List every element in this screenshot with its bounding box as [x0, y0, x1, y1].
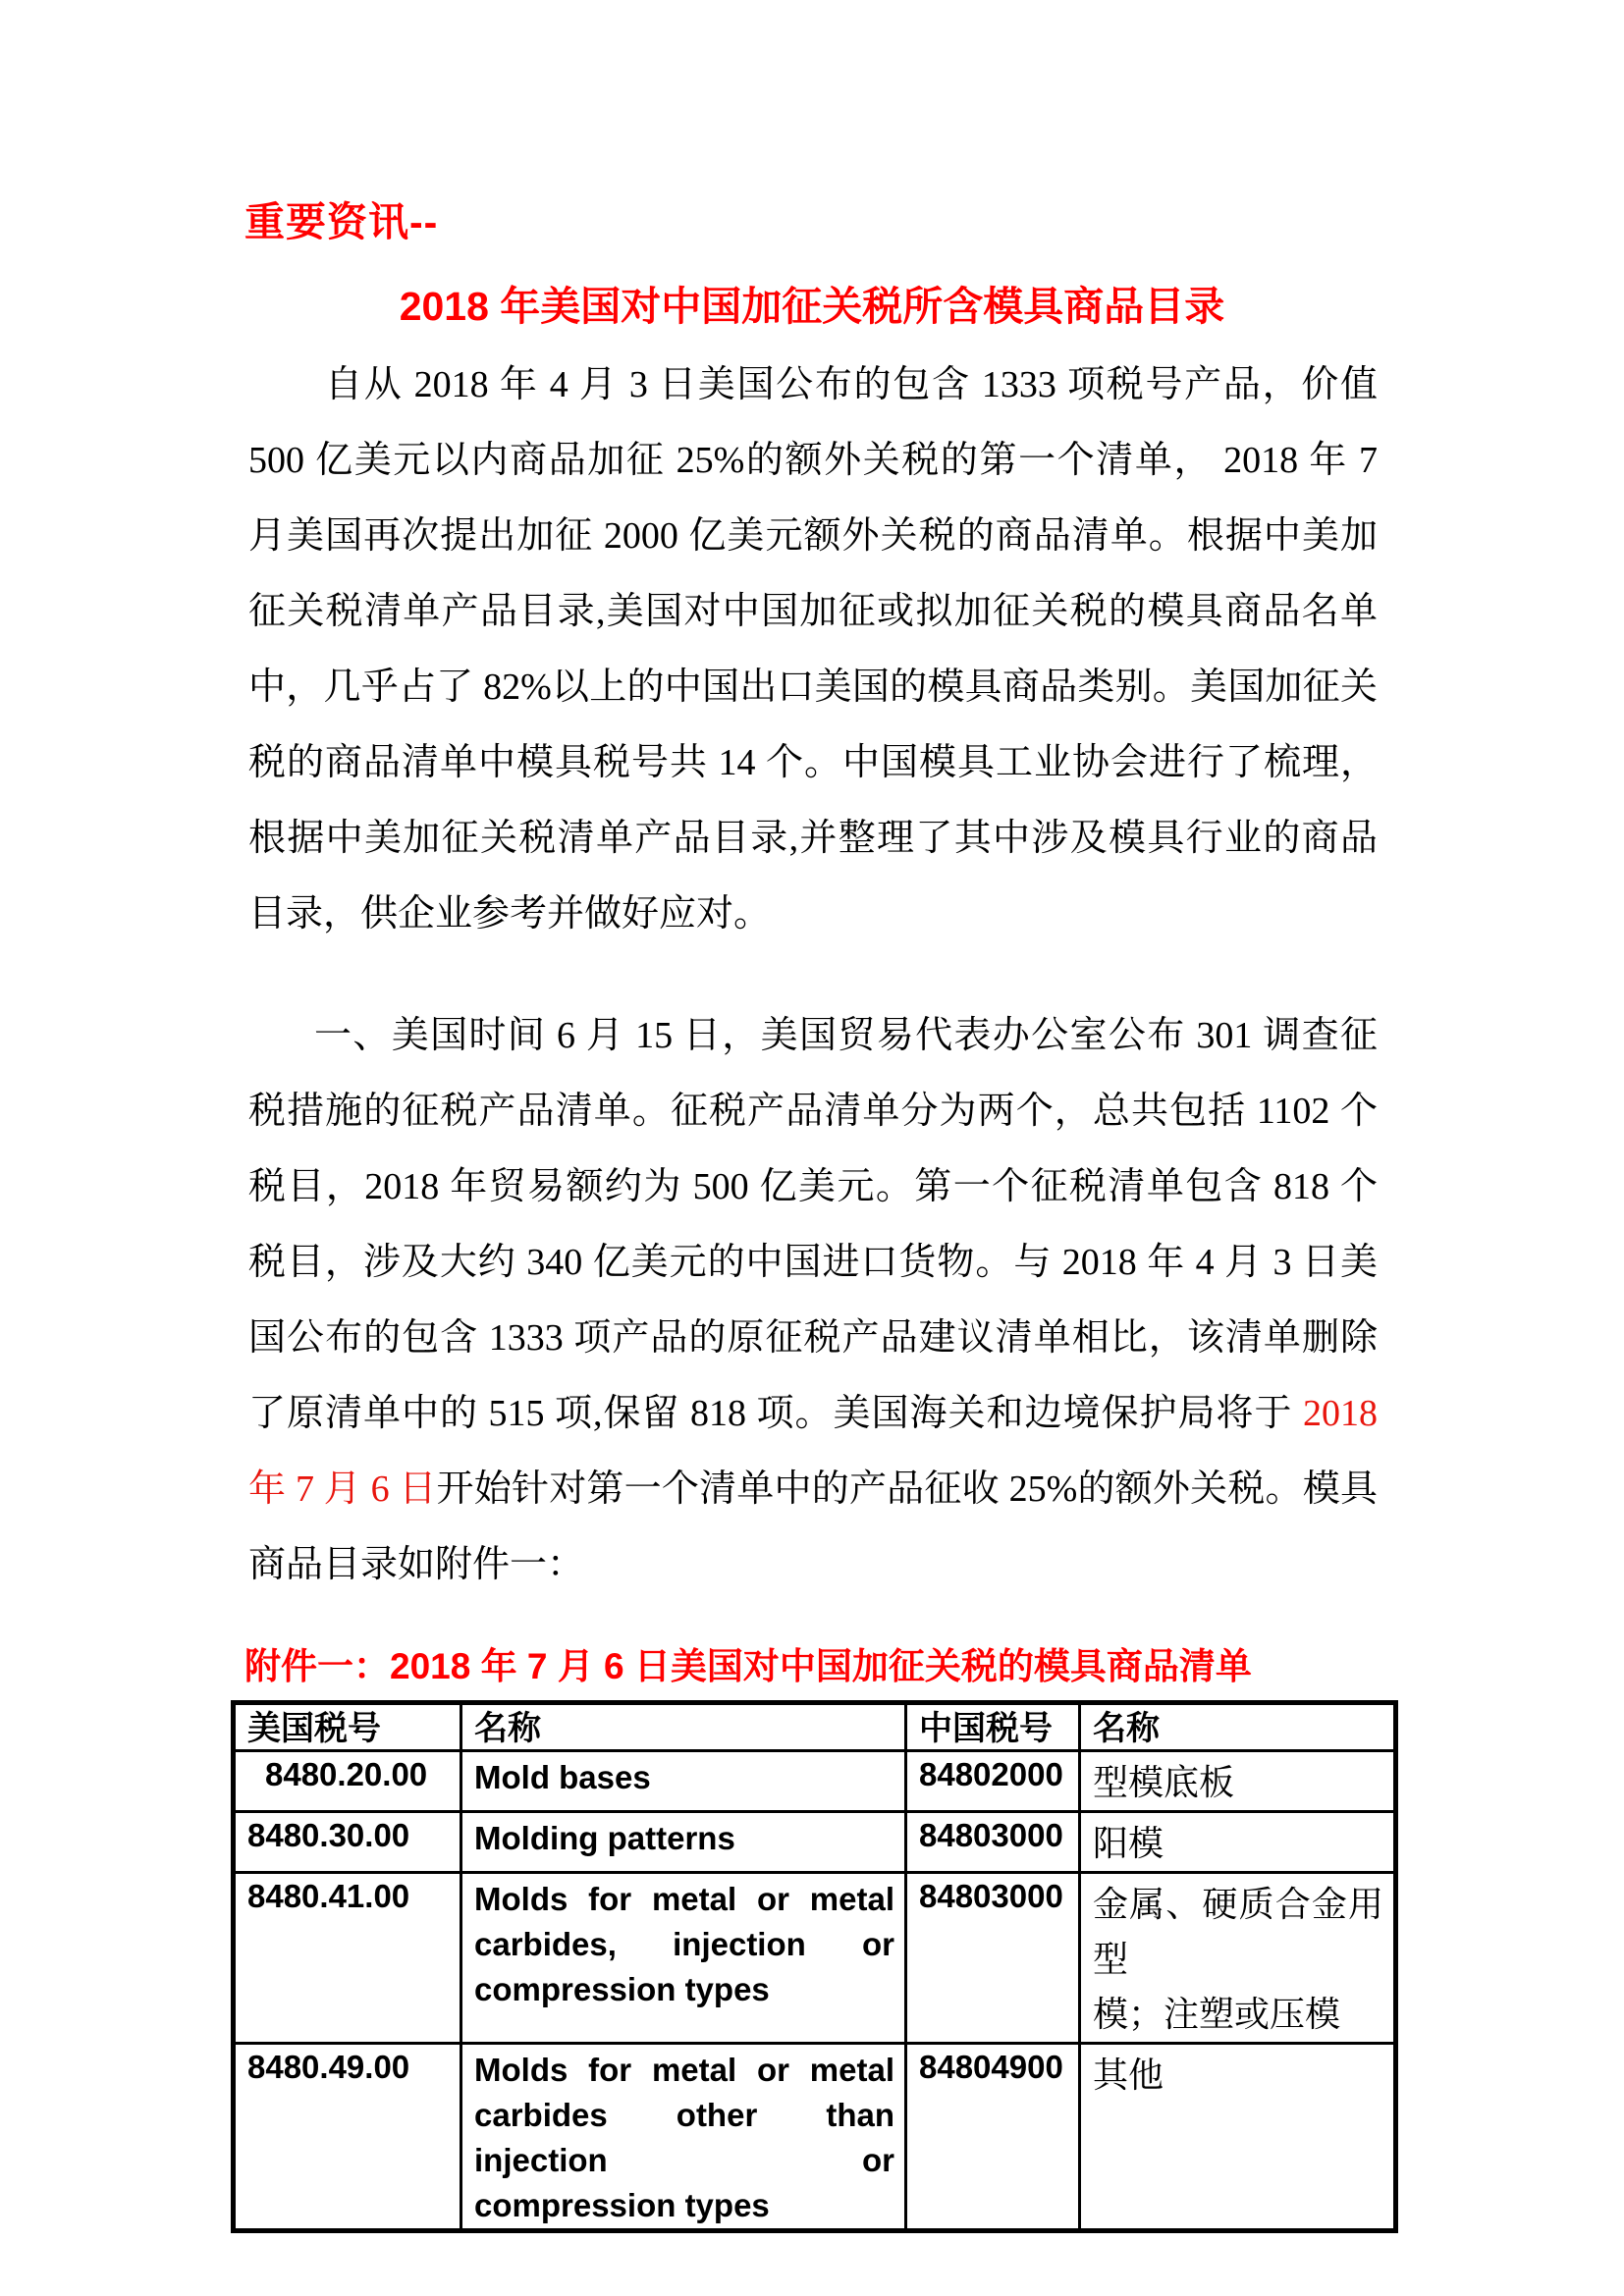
attachment-heading: 附件一：2018 年 7 月 6 日美国对中国加征关税的模具商品清单: [244, 1646, 1252, 1686]
text-segment: 根据中美加征关税清单产品目录,并整理了其中涉及模具行业的商品: [248, 818, 1378, 859]
cell-text-line: Molds for metal or metal: [474, 1881, 894, 1917]
text-segment: 税措施的征税产品清单。征税产品清单分为两个，总共包括 1102 个: [248, 1091, 1378, 1132]
text-segment: 开始针对第一个清单中的产品征收 25%的额外关税。模具: [436, 1468, 1378, 1510]
us-tariff-code-cell: 8480.30.00: [234, 1812, 461, 1873]
text-segment: 月美国再次提出加征 2000 亿美元额外关税的商品清单。根据中美加: [248, 515, 1378, 557]
us-tariff-code-cell: 8480.49.00: [234, 2044, 461, 2231]
column-header: 名称: [461, 1703, 906, 1751]
text-segment: 征关税清单产品目录,美国对中国加征或拟加征关税的模具商品名单: [248, 591, 1378, 632]
chinese-name-cell: [1080, 1873, 1396, 2044]
text-segment: 自从 2018 年 4 月 3 日美国公布的包含 1333 项税号产品，价值: [325, 364, 1378, 405]
column-header: 中国税号: [906, 1703, 1080, 1751]
text-segment: 税目，涉及大约 340 亿美元的中国进口货物。与 2018 年 4 月 3 日美: [248, 1242, 1378, 1283]
tariff-table: [231, 1700, 1398, 2233]
text-line: [248, 801, 1378, 877]
document-title: 2018 年美国对中国加征关税所含模具商品目录: [399, 284, 1225, 329]
text-line: [248, 347, 1378, 423]
cell-text-line: 模；注塑或压模: [1093, 1995, 1341, 2034]
cell-text-line: 阳模: [1093, 1824, 1164, 1863]
text-line: [248, 499, 1378, 574]
chinese-name-cell: [1080, 2044, 1396, 2231]
cell-text-line: carbides, injection or: [474, 1926, 894, 1962]
text-line: [248, 725, 1378, 801]
highlighted-date: 2018: [1303, 1393, 1378, 1434]
cell-text-line: Molds for metal or metal: [474, 2052, 894, 2088]
text-segment: 了原清单中的 515 项,保留 818 项。美国海关和边境保护局将于: [248, 1393, 1303, 1434]
text-line: [248, 1074, 1378, 1149]
text-segment: 国公布的包含 1333 项产品的原征税产品建议清单相比，该清单删除: [248, 1317, 1378, 1359]
english-name-cell: [461, 1812, 906, 1873]
text-line: [248, 423, 1378, 499]
table-header-row: [234, 1703, 1396, 1751]
text-segment: 税的商品清单中模具税号共 14 个。中国模具工业协会进行了梳理，: [248, 742, 1378, 783]
section-heading: 重要资讯--: [244, 199, 439, 244]
cn-tariff-code-cell: 84802000: [906, 1751, 1080, 1812]
table-row: [234, 1812, 1396, 1873]
text-line: [248, 1376, 1378, 1452]
cell-text-line: carbides other than injection or: [474, 2097, 894, 2178]
text-line: [248, 1225, 1378, 1301]
us-tariff-code-cell: 8480.20.00: [234, 1751, 461, 1812]
table-row: [234, 1751, 1396, 1812]
table-row: [234, 2044, 1396, 2231]
english-name-cell: [461, 2044, 906, 2231]
cell-text-line: Mold bases: [474, 1759, 651, 1795]
text-segment: 中，几乎占了 82%以上的中国出口美国的模具商品类别。美国加征关: [248, 667, 1378, 708]
column-header: 名称: [1080, 1703, 1396, 1751]
text-segment: 商品目录如附件一：: [248, 1544, 585, 1585]
text-line: [248, 1149, 1378, 1225]
text-line: [248, 650, 1378, 725]
english-name-cell: [461, 1873, 906, 2044]
chinese-name-cell: [1080, 1751, 1396, 1812]
column-header: 美国税号: [234, 1703, 461, 1751]
us-tariff-code-cell: 8480.41.00: [234, 1873, 461, 2044]
text-segment: 一、美国时间 6 月 15 日，美国贸易代表办公室公布 301 调查征: [314, 1015, 1378, 1056]
cell-text-line: Molding patterns: [474, 1820, 735, 1856]
text-line: [248, 1301, 1378, 1376]
english-name-cell: [461, 1751, 906, 1812]
cell-text-line: 型模底板: [1093, 1763, 1235, 1802]
chinese-name-cell: [1080, 1812, 1396, 1873]
text-segment: 税目，2018 年贸易额约为 500 亿美元。第一个征税清单包含 818 个: [248, 1166, 1378, 1207]
cn-tariff-code-cell: 84803000: [906, 1812, 1080, 1873]
text-line: [248, 998, 1378, 1074]
paragraph-1: [248, 347, 1378, 952]
cell-text-line: 金属、硬质合金用型: [1093, 1885, 1383, 1979]
text-line: [248, 574, 1378, 650]
cell-text-line: compression types: [474, 2187, 770, 2223]
text-line: [248, 1452, 1378, 1527]
text-line: [248, 877, 1378, 952]
highlighted-date: 年 7 月 6 日: [248, 1468, 437, 1510]
paragraph-2: [248, 998, 1378, 1603]
cell-text-line: compression types: [474, 1971, 770, 2007]
text-line: [248, 1527, 1378, 1603]
table-body: [234, 1751, 1396, 2231]
table-row: [234, 1873, 1396, 2044]
cn-tariff-code-cell: 84803000: [906, 1873, 1080, 2044]
cell-text-line: 其他: [1093, 2056, 1164, 2095]
text-segment: 目录，供企业参考并做好应对。: [248, 893, 772, 934]
table-header: [234, 1703, 1396, 1751]
cn-tariff-code-cell: 84804900: [906, 2044, 1080, 2231]
text-segment: 500 亿美元以内商品加征 25%的额外关税的第一个清单， 2018 年 7: [248, 440, 1378, 481]
